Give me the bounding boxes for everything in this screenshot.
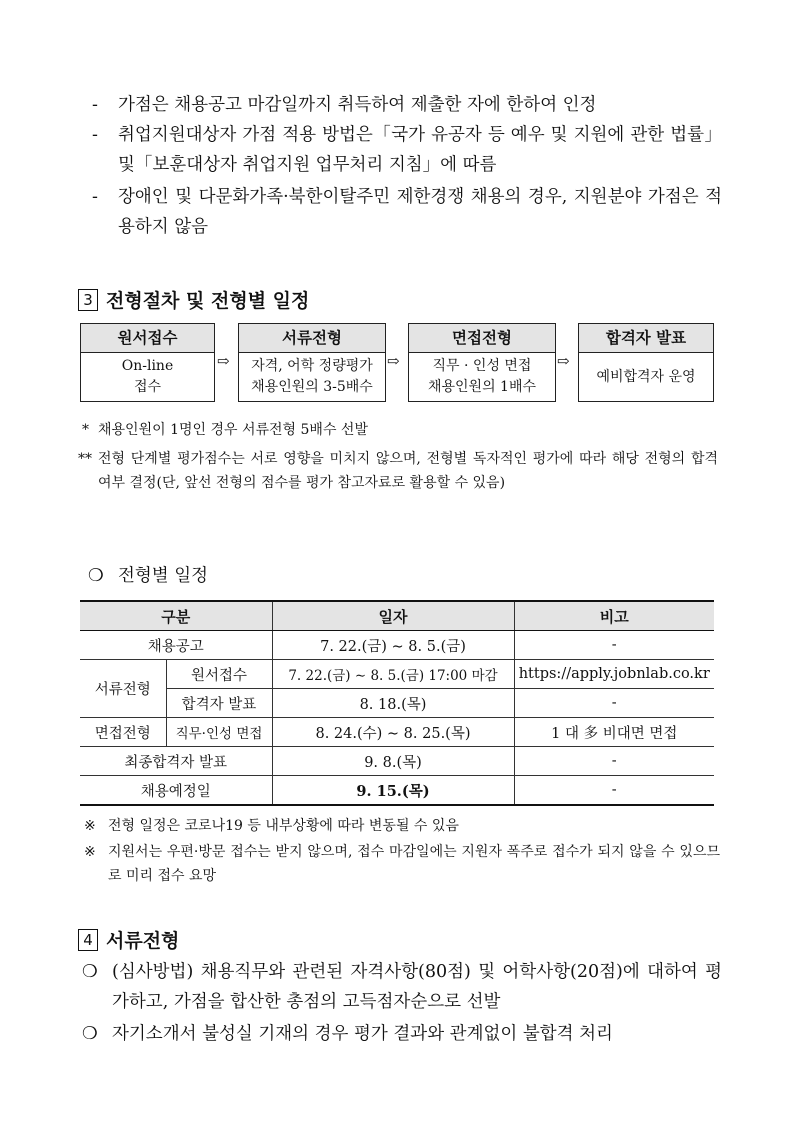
section-title: 전형절차 및 전형별 일정 xyxy=(106,290,310,312)
bullet-text: 장애인 및 다문화가족·북한이탈주민 제한경쟁 채용의 경우, 지원분야 가점은 적용하지 않음 xyxy=(118,187,722,237)
arrow-icon: ⇨ xyxy=(557,352,570,370)
bullet-text: 취업지원대상자 가점 적용 방법은「국가 유공자 등 예우 및 지원에 관한 법률」및「보훈대상자 취업지원 업무처리 지침」에 따름 xyxy=(118,125,722,175)
footnote: ※ 지원서는 우편·방문 접수는 받지 않으며, 접수 마감일에는 지원자 폭주로 접수가 되지 않을 수 있으므로 미리 접수 요망 xyxy=(84,840,720,888)
bullet-item xyxy=(92,120,722,180)
step-title: 원서접수 xyxy=(81,324,214,353)
step-interview xyxy=(408,323,556,402)
step-title: 합격자 발표 xyxy=(579,324,713,353)
circle-bullet-icon: ❍ xyxy=(82,1024,98,1044)
step-line: 채용인원의 3-5배수 xyxy=(251,379,373,395)
step-line: 자격, 어학 정량평가 xyxy=(251,358,373,374)
section-number: 4 xyxy=(78,929,98,951)
step-title: 서류전형 xyxy=(239,324,385,353)
step-line: On-line xyxy=(121,358,174,374)
bullet-item xyxy=(92,182,722,242)
arrow-icon: ⇨ xyxy=(387,352,400,370)
step-line: 접수 xyxy=(133,379,162,395)
table-row: 채용예정일 9. 15.(목) - xyxy=(80,776,714,806)
circle-bullet-icon: ❍ xyxy=(82,962,98,982)
dash-mark: - xyxy=(92,187,98,207)
footnote-mark: ※ xyxy=(84,818,96,834)
step-title: 면접전형 xyxy=(409,324,555,353)
footnote-mark: ** xyxy=(78,451,92,467)
footnote-mark: * xyxy=(82,422,89,438)
table-header-row: 구분 일자 비고 xyxy=(80,601,714,631)
table-row: 서류전형 원서접수 7. 22.(금) ∼ 8. 5.(금) 17:00 마감 https://apply.jobnlab.co.kr xyxy=(80,660,714,689)
table-row: 채용공고 7. 22.(금) ∼ 8. 5.(금) - xyxy=(80,631,714,660)
step-line: 직무 · 인성 면접 xyxy=(432,358,532,374)
footnote: * 채용인원이 1명인 경우 서류전형 5배수 선발 xyxy=(78,418,718,442)
arrow-icon: ⇨ xyxy=(217,352,230,370)
sec4-item: ❍ (심사방법) 채용직무와 관련된 자격사항(80점) 및 어학사항(20점)에 대하여 평가하고, 가점을 합산한 총점의 고득점자순으로 선발 xyxy=(82,957,722,1017)
schedule-heading: ❍ 전형별 일정 xyxy=(88,561,208,591)
dash-mark: - xyxy=(92,95,98,115)
footnote: ※ 전형 일정은 코로나19 등 내부상황에 따라 변동될 수 있음 xyxy=(84,814,720,838)
footnote-mark: ※ xyxy=(84,844,96,860)
section-number: 3 xyxy=(78,289,98,311)
schedule-table xyxy=(80,600,714,806)
circle-bullet-icon: ❍ xyxy=(88,566,104,586)
step-line: 예비합격자 운영 xyxy=(596,368,696,385)
bullet-item xyxy=(92,90,722,120)
dash-mark: - xyxy=(92,125,98,145)
section-title: 서류전형 xyxy=(106,930,180,952)
table-row: 면접전형 직무·인성 면접 8. 24.(수) ∼ 8. 25.(목) 1 대 多 비대면 면접 xyxy=(80,718,714,747)
table-row: 합격자 발표 8. 18.(목) - xyxy=(80,689,714,718)
step-announcement xyxy=(578,323,714,402)
sec4-item: ❍ 자기소개서 불성실 기재의 경우 평가 결과와 관계없이 불합격 처리 xyxy=(82,1019,722,1049)
step-document-screening xyxy=(238,323,386,402)
apply-link[interactable]: https://apply.jobnlab.co.kr xyxy=(514,660,714,689)
footnote: ** 전형 단계별 평가점수는 서로 영향을 미치지 않으며, 전형별 독자적인 평가에 따라 해당 전형의 합격 여부 결정(단, 앞선 전형의 점수를 평가 참고자료로 활용할 수 있음) xyxy=(78,447,718,495)
step-line: 채용인원의 1배수 xyxy=(427,379,537,395)
section-4-heading xyxy=(78,926,179,953)
bullet-text: 가점은 채용공고 마감일까지 취득하여 제출한 자에 한하여 인정 xyxy=(118,95,597,115)
step-application xyxy=(80,323,215,402)
section-3-heading xyxy=(78,286,309,313)
table-row: 최종합격자 발표 9. 8.(목) - xyxy=(80,747,714,776)
